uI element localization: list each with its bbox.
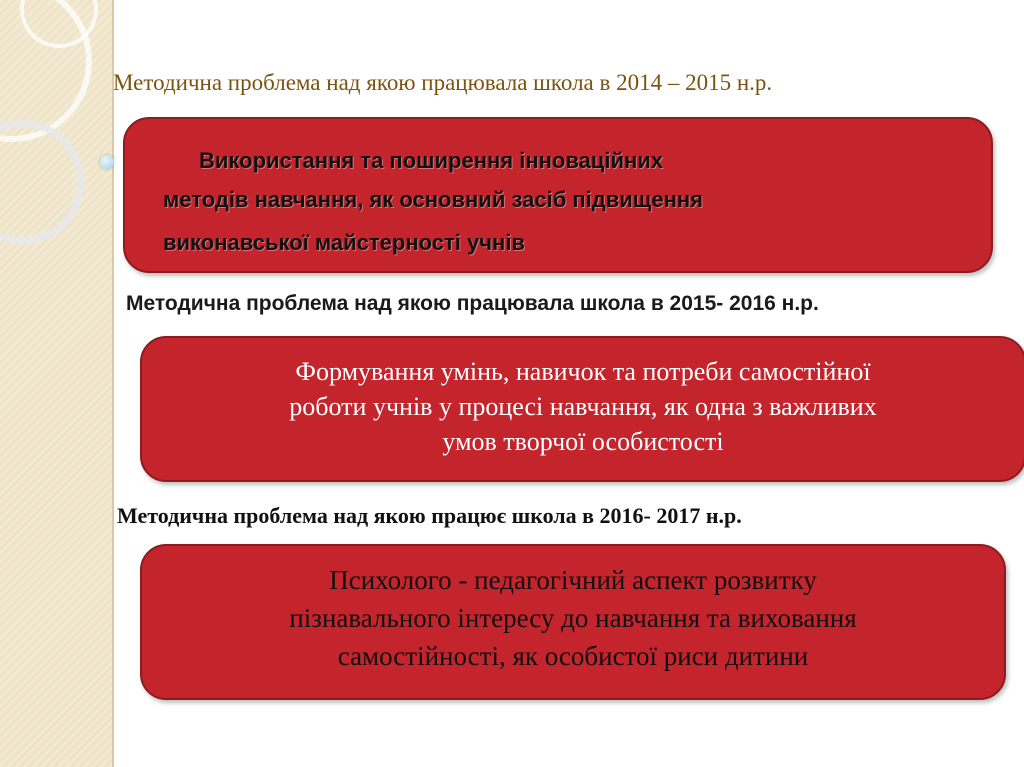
problem-text-2014-2015 xyxy=(163,141,963,262)
decorative-side-strip xyxy=(0,0,114,767)
problem-line: роботи учнів у процесі навчання, як одна з важливих xyxy=(289,392,877,421)
problem-line: виконавської майстерності учнів xyxy=(163,230,525,255)
problem-text-2015-2016 xyxy=(142,354,1024,459)
heading-2014-2015: Методична проблема над якою працювала школа в 2014 – 2015 н.р. xyxy=(113,70,773,95)
problem-line: Використання та поширення інноваційних xyxy=(199,148,664,173)
problem-line: самостійності, як особистої риси дитини xyxy=(337,641,809,671)
problem-box-2015-2016 xyxy=(140,336,1024,482)
problem-line: методів навчання, як основний засіб підвищення xyxy=(163,187,704,212)
problem-box-2016-2017 xyxy=(140,544,1006,700)
problem-line: Психолого - педагогічний аспект розвитку xyxy=(329,565,817,595)
problem-text-2016-2017 xyxy=(142,561,1004,675)
problem-box-2014-2015 xyxy=(123,117,993,273)
problem-line: умов творчої особистості xyxy=(442,427,724,456)
problem-line: пізнавального інтересу до навчання та виховання xyxy=(289,603,857,633)
decorative-ring xyxy=(0,120,84,244)
heading-2016-2017: Методична проблема над якою працює школа в 2016- 2017 н.р. xyxy=(117,503,742,528)
heading-2015-2016: Методична проблема над якою працювала школа в 2015- 2016 н.р. xyxy=(126,292,819,315)
problem-line: Формування умінь, навичок та потреби самостійної xyxy=(295,357,871,386)
decorative-dot-icon xyxy=(100,155,114,169)
